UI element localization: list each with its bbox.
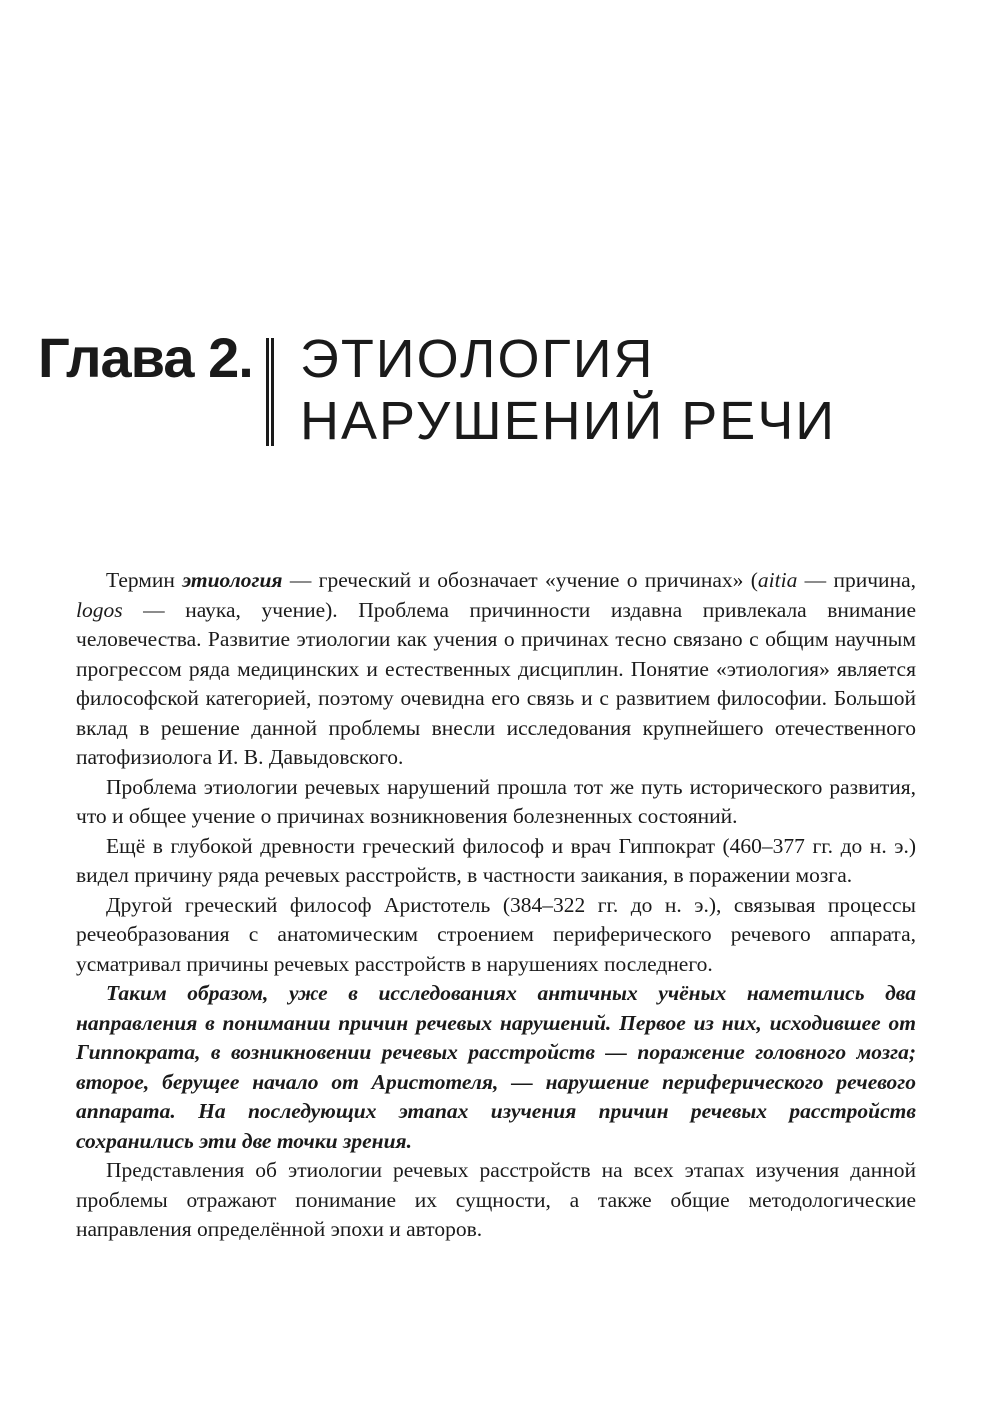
chapter-title-line-1: ЭТИОЛОГИЯ <box>300 329 655 389</box>
paragraph-1 <box>76 566 916 773</box>
chapter-title <box>300 328 836 452</box>
title-divider <box>266 338 274 446</box>
paragraph-1-part-b: — греческий и обозначает «учение о причинах» ( <box>282 568 758 592</box>
paragraph-5-emphasis: Таким образом, уже в исследованиях античных учёных наметились два направления в понимании причин речевых нарушений. Первое из них, исходившее от Гиппократа, в возникновении речевых расстройств — поражение головного мозга; второе, берущее начало от Аристотеля, — нарушение периферического речевого аппарата. На последующих этапах изучения причин речевых расстройств сохранились эти две точки зрения. <box>76 981 916 1153</box>
paragraph-2: Проблема этиологии речевых нарушений прошла тот же путь исторического развития, что и общее учение о причинах возникновения болезненных состояний. <box>76 774 916 828</box>
term-etiology: этиология <box>182 568 283 592</box>
paragraph-1-part-d: — наука, учение). Проблема причинности издавна привлекала внимание человечества. Развитие этиологии как учения о причинах тесно связано с общим научным прогрессом ряда медицинских и естественных дисциплин. Понятие «этиология» является философской категорией, поэтому очевидна его связь и с развитием философии. Большой вклад в решение данной проблемы внесли исследования крупнейшего отечественного патофизиолога И. В. Давыдовского. <box>76 597 916 769</box>
paragraph-1-part-c: — причина, <box>797 568 916 592</box>
chapter-number: Глава 2. <box>38 326 253 389</box>
paragraph-4: Другой греческий философ Аристотель (384–322 гг. до н. э.), связывая процессы речеобразования с анатомическим строением периферического речевого аппарата, усматривал причины речевых расстройств в нарушениях последнего. <box>76 892 916 976</box>
paragraph-6: Представления об этиологии речевых расстройств на всех этапах изучения данной проблемы отражают понимание их сущности, а также общие методологические направления определённой эпохи и авторов. <box>76 1158 916 1241</box>
paragraph-1-part-a: Термин <box>106 568 183 592</box>
chapter-title-line-2: НАРУШЕНИЙ РЕЧИ <box>300 391 837 451</box>
paragraph-3: Ещё в глубокой древности греческий философ и врач Гиппократ (460–377 гг. до н. э.) видел причину ряда речевых расстройств, в частности заикания, в поражении мозга. <box>76 833 916 887</box>
word-logos: logos <box>76 597 123 622</box>
word-aitia: aitia <box>757 568 798 592</box>
body-text <box>76 566 916 1245</box>
